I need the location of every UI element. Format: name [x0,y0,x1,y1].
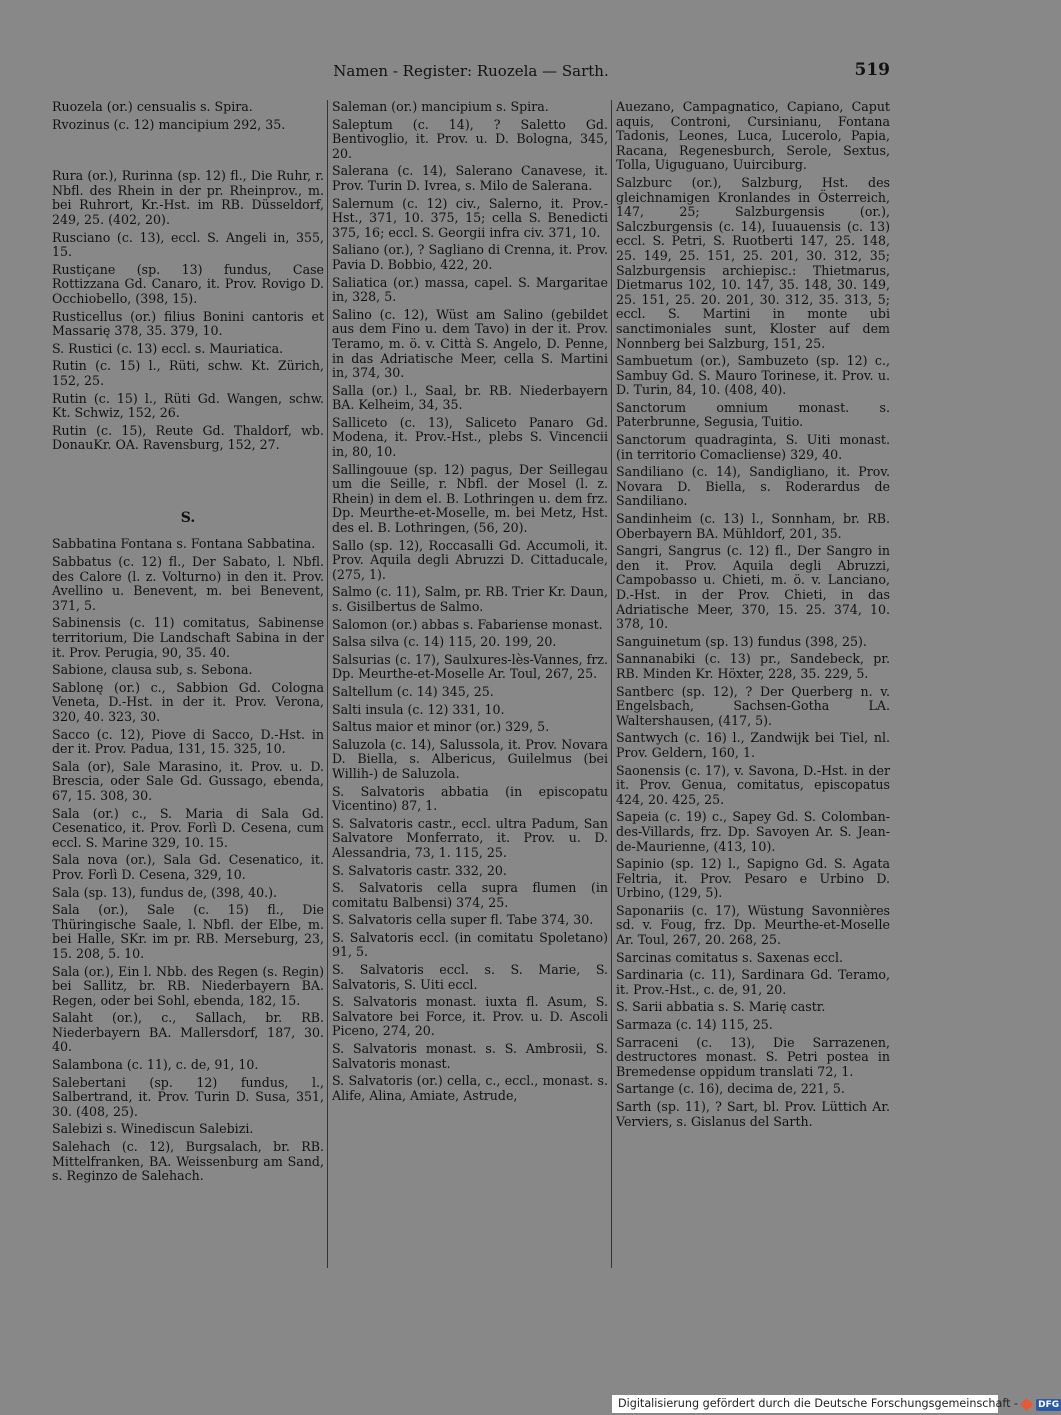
credit-text: Digitalisierung gefördert durch die Deutsche Forschungsgemeinschaft - [618,1397,1019,1410]
index-entry: Sarraceni (c. 13), Die Sarrazenen, destructores monast. S. Petri postea in Bremedense oppidum translati 72, 1. [616,1034,890,1079]
index-entry: Salebertani (sp. 12) fundus, l., Salbertrand, it. Prov. Turin D. Susa, 351, 30. (408, 25). [52,1074,324,1119]
index-entry: Sanctorum omnium monast. s. Paterbrunne, Segusia, Tuitio. [616,399,890,430]
index-entry: Sabbatina Fontana s. Fontana Sabbatina. [52,536,316,552]
index-entry: Salebizi s. Winediscun Salebizi. [52,1121,254,1137]
index-entry: Salambona (c. 11), c. de, 91, 10. [52,1057,259,1073]
index-entry: Sala (or.), Ein l. Nbb. des Regen (s. Regin) bei Sallitz, br. RB. Niederbayern BA. Regen, oder bei Sohl, ebenda, 182, 15. [52,963,324,1008]
index-entry: Sangri, Sangrus (c. 12) fl., Der Sangro in den it. Prov. Aquila degli Abruzzi, Campobasso u. Chieti, m. ö. v. Lanciano, D.-Hst. in der Prov. Chieti, in das Adriatische Meer, 370, 15. 25. 374, 10. 378, 10. [616,543,890,632]
index-entry: Rustiçane (sp. 13) fundus, Case Rottizzana Gd. Canaro, it. Prov. Rovigo D. Occhiobello, (398, 15). [52,261,324,306]
index-entry: Sala (or), Sale Marasino, it. Prov. u. D. Brescia, oder Sale Gd. Gussago, ebenda, 67, 15. 308, 30. [52,758,324,803]
index-entry: Sallingouue (sp. 12) pagus, Der Seillegau um die Seille, r. Nbfl. der Mosel (l. z. Rhein) in dem el. B. Lothringen u. dem frz. Dp. Meurthe-et-Moselle, m. bei Metz, Hst. des el. B. Lothringen, (56, 20). [332,461,608,536]
index-entry: Saluzola (c. 14), Salussola, it. Prov. Novara D. Biella, s. Albericus, Guilelmus (bei Willih-) de Saluzola. [332,736,608,781]
index-column-3 [616,100,890,1132]
index-entry: Sanctorum quadraginta, S. Uiti monast. (in territorio Comacliense) 329, 40. [616,432,890,462]
index-entry: Sartange (c. 16), decima de, 221, 5. [616,1081,845,1097]
index-entry: Salaht (or.), c., Sallach, br. RB. Niederbayern BA. Mallersdorf, 187, 30. 40. [52,1010,324,1055]
index-entry: Saonensis (c. 17), v. Savona, D.-Hst. in der it. Prov. Genua, comitatus, episcopatus 424, 20. 425, 25. [616,762,890,807]
page-number: 519 [854,60,890,80]
index-entry: Rutin (c. 15) l., Rüti, schw. Kt. Zürich, 152, 25. [52,358,324,388]
index-entry: S. Salvatoris abbatia (in episcopatu Vicentino) 87, 1. [332,783,608,814]
column-rule-2 [611,100,612,1268]
index-entry: S. Salvatoris eccl. (in comitatu Spoletano) 91, 5. [332,929,608,960]
index-entry: Sarcinas comitatus s. Saxenas eccl. [616,949,843,965]
index-entry: Saponariis (c. 17), Wüstung Savonnières sd. v. Foug, frz. Dp. Meurthe-et-Moselle Ar. Toul, 267, 20. 268, 25. [616,902,890,948]
digitization-credit [612,1395,1060,1413]
index-entry: Sabinensis (c. 11) comitatus, Sabinense territorium, Die Landschaft Sabina in der it. Prov. Perugia, 90, 35. 40. [52,615,324,660]
index-entry: Sablonę (or.) c., Sabbion Gd. Cologna Veneta, D.-Hst. in der it. Prov. Verona, 320, 40. 323, 30. [52,679,324,724]
index-entry: S. Rustici (c. 13) eccl. s. Mauriatica. [52,340,284,356]
index-entry: Rutin (c. 15), Reute Gd. Thaldorf, wb. DonauKr. OA. Ravensburg, 152, 27. [52,422,324,453]
index-entry: Rutin (c. 15) l., Rüti Gd. Wangen, schw. Kt. Schwiz, 152, 26. [52,390,324,421]
index-entry: Salernum (c. 12) civ., Salerno, it. Prov.-Hst., 371, 10. 375, 15; cella S. Benedicti 375, 16; eccl. S. Georgii infra civ. 371, 10. [332,195,608,240]
index-entry: Salliceto (c. 13), Saliceto Panaro Gd. Modena, it. Prov.-Hst., plebs S. Vincencii in, 80, 10. [332,414,608,460]
index-entry: Rura (or.), Rurinna (sp. 12) fl., Die Ruhr, r. Nbfl. des Rhein in der pr. Rheinprov., m. bei Ruhrort, Kr.-Hst. im RB. Düsseldorf, 249, 25. (402, 20). [52,168,324,227]
index-entry: Santberc (sp. 12), ? Der Querberg n. v. Engelsbach, Sachsen-Gotha LA. Waltershausen, (417, 5). [616,683,890,728]
index-entry: S. Salvatoris cella supra flumen (in comitatu Balbensi) 374, 25. [332,880,608,910]
index-column-2 [332,100,608,1106]
index-entry: Sala nova (or.), Sala Gd. Cesenatico, it. Prov. Forlì D. Cesena, 329, 10. [52,852,324,882]
index-entry: Saleman (or.) mancipium s. Spira. [332,99,549,114]
index-entry: Rusticellus (or.) filius Bonini cantoris et Massarię 378, 35. 379, 10. [52,308,324,339]
column-rule-1 [327,100,328,1268]
index-entry: Saleptum (c. 14), ? Saletto Gd. Bentivoglio, it. Prov. u. D. Bologna, 345, 20. [332,116,608,161]
index-entry: Salsa silva (c. 14) 115, 20. 199, 20. [332,634,557,650]
index-entry: S. Salvatoris cella super fl. Tabe 374, 30. [332,912,594,928]
index-entry: Sallo (sp. 12), Roccasalli Gd. Accumoli, it. Prov. Aquila degli Abruzzi D. Cittaducale, (275, 1). [332,537,608,582]
index-entry: S. Salvatoris monast. s. S. Ambrosii, S. Salvatoris monast. [332,1041,608,1071]
dfg-logo-text: DFG [1038,1400,1060,1410]
index-entry: Saliatica (or.) massa, capel. S. Margaritae in, 328, 5. [332,274,608,305]
index-entry: Sanguinetum (sp. 13) fundus (398, 25). [616,633,867,649]
index-entry: Sandinheim (c. 13) l., Sonnham, br. RB. Oberbayern BA. Mühldorf, 201, 35. [616,511,890,541]
index-entry: Sarth (sp. 11), ? Sart, bl. Prov. Lüttich Ar. Verviers, s. Gislanus del Sarth. [616,1099,890,1129]
entry-gap [52,135,324,169]
index-entry: Salehach (c. 12), Burgsalach, br. RB. Mittelfranken, BA. Weissenburg am Sand, s. Reginzo de Salehach. [52,1139,324,1184]
index-entry: S. Salvatoris monast. iuxta fl. Asum, S. Salvatore bei Force, it. Prov. u. D. Ascoli Piceno, 274, 20. [332,994,608,1039]
index-entry: Rvozinus (c. 12) mancipium 292, 35. [52,116,286,132]
index-entry: Salzburc (or.), Salzburg, Hst. des gleichnamigen Kronlandes in Österreich, 147, 25; Salzburgensis (or.), Salczburgensis (c. 14), Iuuauensis (c. 13) eccl. S. Petri, S. Ruotberti 147, 25. 148, 25. 149, 25. 151, 25. 201, 30. 312, 35; Salzburgensis archiepisc.: Thietmarus, Dietmarus 102, 10. 147, 35. 148, 30. 149, 25. 151, 25. 20. 201, 30. 312, 35. 313, 5; eccl. S. Martini in monte ubi sanctimoniales sunt, Kloster auf dem Nonnberg bei Salzburg, 151, 25. [616,174,890,351]
index-entry: Sabbatus (c. 12) fl., Der Sabato, l. Nbfl. des Calore (l. z. Volturno) in den it. Prov. Avellino u. Benevent, m. bei Benevent, 371, 5. [52,554,324,613]
index-entry: Sannanabiki (c. 13) pr., Sandebeck, pr. RB. Minden Kr. Höxter, 228, 35. 229, 5. [616,651,890,681]
index-entry: Sandiliano (c. 14), Sandigliano, it. Prov. Novara D. Biella, s. Roderardus de Sandiliano. [616,464,890,509]
index-entry: Sapeia (c. 19) c., Sapey Gd. S. Colomban-des-Villards, frz. Dp. Savoyen Ar. S. Jean-de-Maurienne, (413, 10). [616,809,890,854]
index-entry: Salino (c. 12), Wüst am Salino (gebildet aus dem Fino u. dem Tavo) in der it. Prov. Teramo, m. ö. v. Città S. Angelo, D. Penne, in das Adriatische Meer, cella S. Martini in, 374, 30. [332,306,608,381]
index-entry: Sala (or.), Sale (c. 15) fl., Die Thüringische Saale, l. Nbfl. der Elbe, m. bei Halle, SKr. im pr. RB. Merseburg, 23, 15. 208, 5. 10. [52,902,324,961]
index-entry: Salsurias (c. 17), Saulxures-lès-Vannes, frz. Dp. Meurthe-et-Moselle Ar. Toul, 267, 25. [332,651,608,682]
index-entry: Sacco (c. 12), Piove di Sacco, D.-Hst. in der it. Prov. Padua, 131, 15. 325, 10. [52,726,324,757]
running-title: Namen - Register: Ruozela — Sarth. [333,62,609,80]
index-entry: Ruozela (or.) censualis s. Spira. [52,99,253,114]
index-entry: Sala (or.) c., S. Maria di Sala Gd. Cesenatico, it. Prov. Forlì D. Cesena, cum eccl. S. Marine 329, 10. 15. [52,805,324,850]
index-entry: Salla (or.) l., Saal, br. RB. Niederbayern BA. Kelheim, 34, 35. [332,382,608,413]
index-column-1 [52,100,324,1187]
index-entry: Rusciano (c. 13), eccl. S. Angeli in, 355, 15. [52,229,324,260]
index-entry: Salomon (or.) abbas s. Fabariense monast. [332,616,603,632]
index-entry: Salti insula (c. 12) 331, 10. [332,701,505,717]
index-entry: Sardinaria (c. 11), Sardinara Gd. Teramo, it. Prov.-Hst., c. de, 91, 20. [616,967,890,997]
index-entry: Salmo (c. 11), Salm, pr. RB. Trier Kr. Daun, s. Gisilbertus de Salmo. [332,584,608,614]
index-entry: Sapinio (sp. 12) l., Sapigno Gd. S. Agata Feltria, it. Prov. Pesaro e Urbino D. Urbino, (129, 5). [616,856,890,901]
index-entry: Salerana (c. 14), Salerano Canavese, it. Prov. Turin D. Ivrea, s. Milo de Salerana. [332,163,608,193]
index-entry: Saltellum (c. 14) 345, 25. [332,683,494,699]
index-entry: S. Salvatoris eccl. s. S. Marie, S. Salvatoris, S. Uiti eccl. [332,962,608,992]
index-entry: Sambuetum (or.), Sambuzeto (sp. 12) c., Sambuy Gd. S. Mauro Torinese, it. Prov. u. D. Turin, 84, 10. (408, 40). [616,353,890,398]
section-heading-s: S. [180,509,196,526]
index-entry: S. Salvatoris castr. 332, 20. [332,862,507,878]
index-entry: Sabione, clausa sub, s. Sebona. [52,662,253,678]
index-entry: S. Salvatoris castr., eccl. ultra Padum, San Salvatore Monferrato, it. Prov. u. D. Alessandria, 73, 1. 115, 25. [332,815,608,860]
page-header [52,62,890,82]
dfg-logo-icon [1020,1398,1033,1411]
index-entry: Auezano, Campagnatico, Capiano, Caput aquis, Controni, Cursinianu, Fontana Tadonis, Leones, Luca, Lucerolo, Papia, Racana, Regenesburch, Serole, Sextus, Tolla, Uiguguano, Uuirciburg. [616,99,890,173]
index-entry: Saltus maior et minor (or.) 329, 5. [332,719,550,735]
index-entry: Sarmaza (c. 14) 115, 25. [616,1017,773,1033]
index-entry: Sala (sp. 13), fundus de, (398, 40.). [52,884,278,900]
index-entry: Saliano (or.), ? Sagliano di Crenna, it. Prov. Pavia D. Bobbio, 422, 20. [332,242,608,272]
index-entry: S. Salvatoris (or.) cella, c., eccl., monast. s. Alife, Alina, Amiate, Astrude, [332,1073,608,1103]
index-entry: Santwych (c. 16) l., Zandwijk bei Tiel, nl. Prov. Geldern, 160, 1. [616,730,890,760]
index-entry: S. Sarii abbatia s. S. Marię castr. [616,999,826,1015]
